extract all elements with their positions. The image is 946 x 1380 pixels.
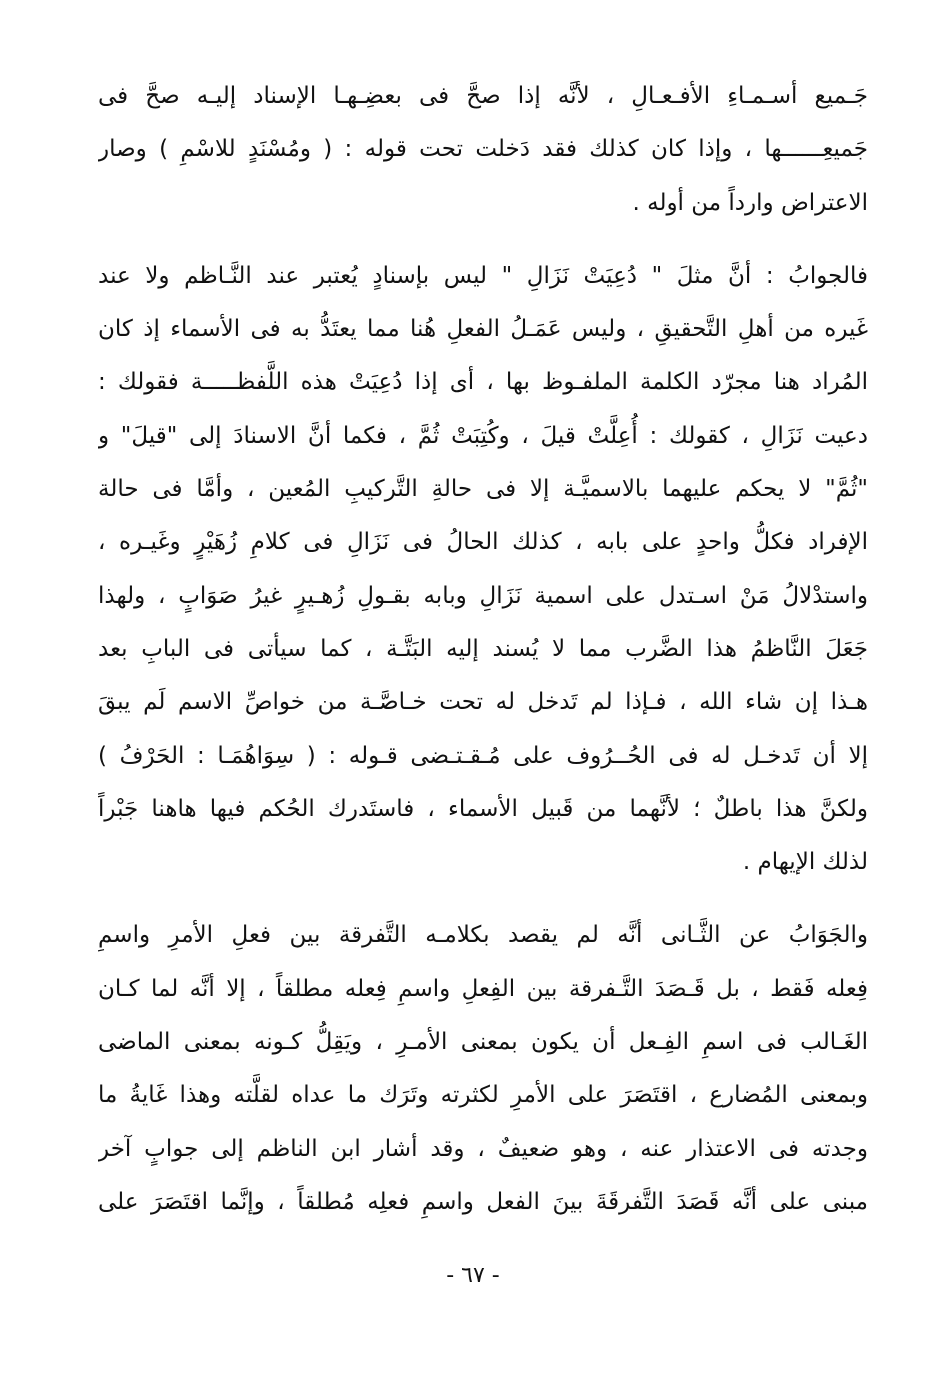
text-line: مبنى على أنَّه قَصَدَ التَّفرقَةَ بينَ الفعل واسمِ فعلِه مُطلقاً ، وإنَّما اقتَصَرَ على	[98, 1188, 868, 1215]
text-line: هـذا إن شاء الله ، فـإذا لم تَدخل له تحت خـاصَّـة من خواصِّ الاسم لَم يبقَ	[98, 689, 868, 716]
page-body	[98, 70, 868, 1229]
text-line: الإفراد فكلُّ واحدٍ على بابه ، كذلك الحالُ فى نَزَالِ فى كلامِ زُهَيْرٍ وغَيـره ،	[98, 529, 868, 556]
page-number: - ٦٧ -	[446, 1263, 500, 1288]
text-line: واستدْلالُ مَنْ اسـتدل على اسمية نَزَالِ وبابه بقـولِ زُهـيرٍ غيرُ صَوَابٍ ، ولهذا	[98, 582, 868, 609]
text-line: فِعله فَقط ، بل قَـصَدَ التَّـفرقة بين الفِعلِ واسمِ فِعله مطلقاً ، إلا أنَّه لما كـان	[98, 975, 868, 1002]
paragraph-gap	[98, 889, 868, 909]
paragraph-gap	[98, 230, 868, 250]
text-line: دعيت نَزَالِ ، كقولك : أُعِلَّتْ قيلَ ، وكُتِبَتْ ثُمَّ ، فكما أنَّ الاسنادَ إلى "قيلَ" و	[98, 422, 868, 449]
text-line: والجَوَابُ عن الثَّـانى أنَّه لم يقصد بكلامـه التَّفرقة بين فعلِ الأمرِ واسمِ	[98, 922, 868, 949]
text-line: لذلك الإيهام .	[742, 849, 868, 876]
paragraph	[98, 250, 868, 890]
text-line: جَميعِــــــها ، وإذا كان كذلك فقد دَخلت تحت قوله : ( ومُسْنَدٍ للاسْمِ ) وصار	[98, 136, 868, 163]
text-line: المُراد هنا مجرّد الكلمة الملفـوظ بها ، أى إذا دُعِيَتْ هذه اللَّفظـــــة فقولك :	[98, 369, 868, 396]
text-line: الاعتراض وارداً من أوله .	[632, 189, 868, 216]
text-line: وبمعنى المُضارع ، اقتَصَرَ على الأمرِ لكثرته وتَرَك ما عداه لقلَّته وهذا غَايةُ ما	[98, 1082, 868, 1109]
text-line: غَيره من أهلِ التَّحقيقِ ، وليس عَمَـلُ الفعلِ هُنا مما يعتَدُّ به فى الأسماء إذ كان	[98, 316, 868, 343]
text-line: وجدته فى الاعتذار عنه ، وهو ضعيفٌ ، وقد أشار ابن الناظم إلى جوابٍ آخر	[98, 1135, 868, 1162]
text-line: فالجوابُ : أنَّ مثلَ " دُعِيَتْ نَزَالِ " ليس بإسنادٍ يُعتبر عند النَّـاظم ولا عند	[98, 262, 868, 289]
paragraph	[98, 70, 868, 230]
text-line: جَـميع أسـمـاءِ الأفـعـالِ ، لأنَّه إذا صحَّ فى بعضِـهـا الإسناد إليـه صحَّ فى	[98, 83, 868, 109]
text-line: الغَـالب فى اسمِ الفِـعل أن يكون بمعنى الأمـرِ ، ويَقِلُّ كـونه بمعنى الماضى	[98, 1029, 868, 1056]
text-line: "ثُمَّ" لا يحكم عليهما بالاسميَّـة إلا فى حالةِ التَّركيبِ المُعين ، وأمَّا فى حالة	[98, 476, 868, 503]
text-line: جَعَلَ النَّاظمُ هذا الضَّرب مما لا يُسند إليه البَتَّـة ، كما سيأتى فى البابِ بعد	[98, 635, 868, 662]
text-line: إلا أن تَدخـل له فى الحُــرُوف على مُـقـتـضى قـوله : ( سِوَاهُمَـا : الحَرْفُ )	[98, 742, 868, 769]
text-line: ولكنَّ هذا باطلٌ ؛ لأنَّهما من قَبيل الأسماء ، فاستَدرك الحُكم فيها هاهنا جَبْراً	[98, 795, 868, 822]
paragraph	[98, 909, 868, 1229]
